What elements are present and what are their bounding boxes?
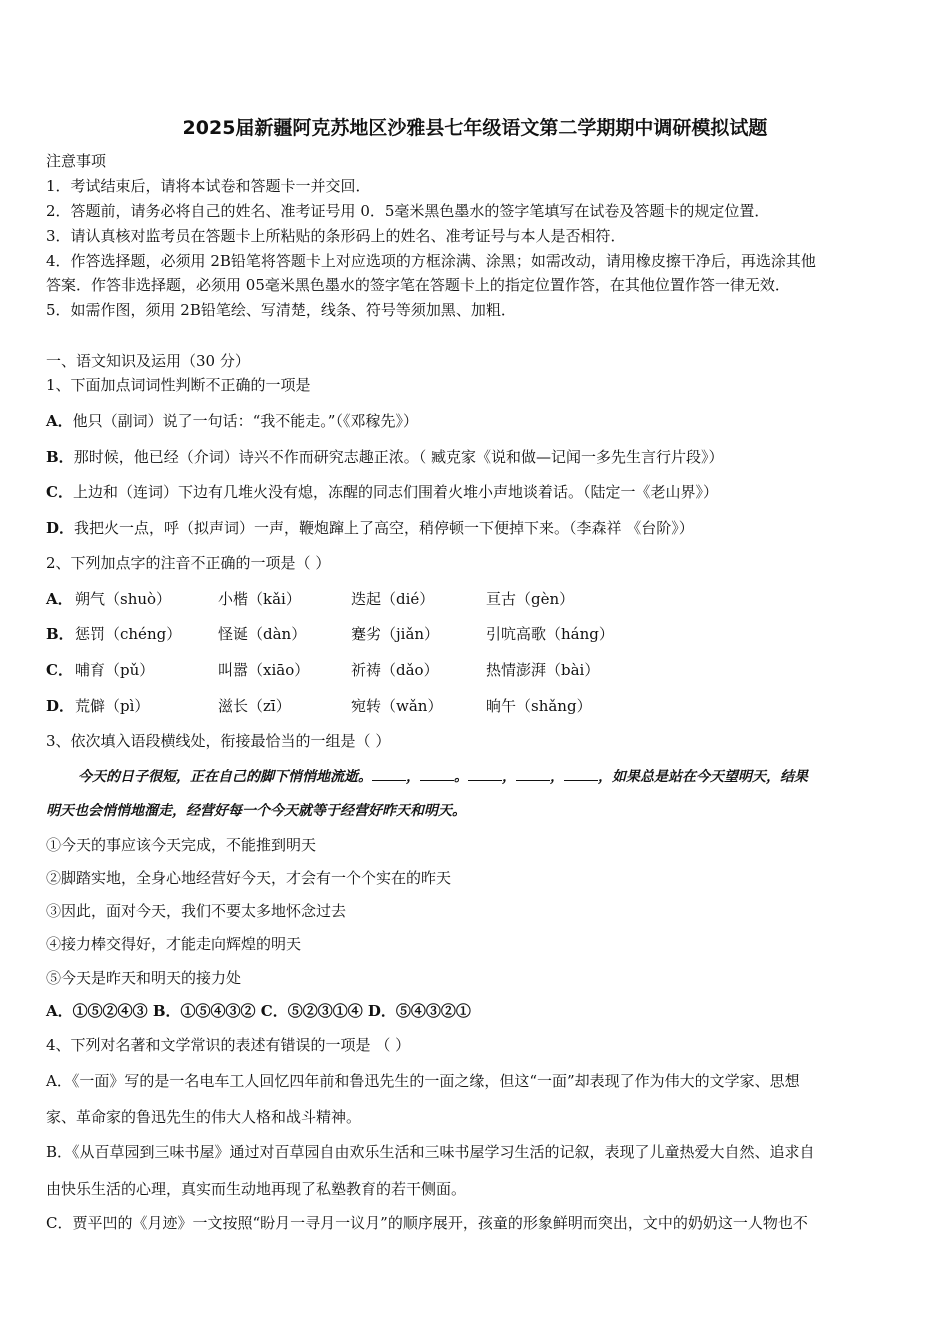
option-label: B． <box>46 625 74 643</box>
pinyin-item: 荒僻（pì） <box>75 697 150 715</box>
fill-blank <box>516 766 550 781</box>
q2-option-b <box>46 624 646 644</box>
notice-item: 4．作答选择题，必须用 2B铅笔将答题卡上对应选项的方框涂满、涂黑；如需改动，请用橡皮擦干净后，再选涂其他 <box>46 252 816 270</box>
pinyin-item: 蹇劣（jiǎn） <box>351 625 440 643</box>
option-label: C． <box>46 483 73 501</box>
fill-blank <box>564 766 598 781</box>
notice-item: 答案．作答非选择题，必须用 05毫米黑色墨水的签字笔在答题卡上的指定位置作答，在其他位置作答一律无效． <box>46 276 790 294</box>
question-3-stem: 3、依次填入语段横线处，衔接最恰当的一组是（ ） <box>46 732 391 750</box>
option-text: 上边和（连词）下边有几堆火没有熄，冻醒的同志们围着火堆小声地谈着话。（陆定一《老山界》） <box>72 483 718 501</box>
pinyin-item: 哺育（pǔ） <box>75 661 155 679</box>
option-label: A． <box>46 590 73 608</box>
q2-option-c <box>46 660 646 680</box>
q2-option-a <box>46 589 646 609</box>
pinyin-item: 宛转（wǎn） <box>351 697 443 715</box>
pinyin-item: 朔气（shuò） <box>75 590 172 608</box>
fill-blank <box>420 766 454 781</box>
q4-option-b-line-2: 由快乐生活的心理，真实而生动地再现了私塾教育的若干侧面。 <box>46 1180 467 1198</box>
notice-item: 5．如需作图，须用 2B铅笔绘、写清楚，线条、符号等须加黑、加粗． <box>46 301 516 319</box>
q3-passage-line-1: 今天的日子很短，正在自己的脚下悄悄地流逝。 ， 。 ， ， ，如果总是站在今天望明天，结果 <box>78 766 808 787</box>
page-title: 2025届新疆阿克苏地区沙雅县七年级语文第二学期期中调研模拟试题 <box>182 117 768 139</box>
option-label: C． <box>46 661 73 679</box>
pinyin-item: 怪诞（dàn） <box>218 625 307 643</box>
pinyin-item: 亘古（gèn） <box>486 590 575 608</box>
passage-text: ，如果总是站在今天望明天，结果 <box>598 769 808 785</box>
q4-option-c-line-1: C．贾平凹的《月迹》一文按照“盼月一寻月一议月”的顺序展开，孩童的形象鲜明而突出，文中的奶奶这一人物也不 <box>46 1214 808 1232</box>
section-heading: 一、语文知识及运用（30 分） <box>46 352 250 370</box>
q4-option-b-line-1: B．《从百草园到三味书屋》通过对百草园自由欢乐生活和三味书屋学习生活的记叙，表现了儿童热爱大自然、追求自 <box>46 1143 815 1161</box>
question-2-stem: 2、下列加点字的注音不正确的一项是（ ） <box>46 554 331 572</box>
q3-sentence: ②脚踏实地，全身心地经营好今天，才会有一个个实在的昨天 <box>46 869 452 887</box>
pinyin-item: 晌午（shǎng） <box>486 697 592 715</box>
q3-passage-line-2: 明天也会悄悄地溜走，经营好每一个今天就等于经营好昨天和明天。 <box>46 803 466 819</box>
q3-sentence: ⑤今天是昨天和明天的接力处 <box>46 969 242 987</box>
question-1-stem: 1、下面加点词词性判断不正确的一项是 <box>46 376 311 394</box>
passage-text: 今天的日子很短，正在自己的脚下悄悄地流逝。 <box>78 769 372 785</box>
option-label: B． <box>46 448 74 466</box>
q3-sentence: ④接力棒交得好，才能走向辉煌的明天 <box>46 935 302 953</box>
q4-option-a-line-2: 家、革命家的鲁迅先生的伟大人格和战斗精神。 <box>46 1108 362 1126</box>
q3-sentence: ①今天的事应该今天完成，不能推到明天 <box>46 836 317 854</box>
pinyin-item: 迭起（dié） <box>351 590 435 608</box>
fill-blank <box>372 766 406 781</box>
pinyin-item: 叫嚣（xiāo） <box>218 661 310 679</box>
notice-heading: 注意事项 <box>46 152 107 170</box>
pinyin-item: 小楷（kǎi） <box>218 590 301 608</box>
notice-item: 3．请认真核对监考员在答题卡上所粘贴的条形码上的姓名、准考证号与本人是否相符． <box>46 227 626 245</box>
pinyin-item: 引吭高歌（háng） <box>486 625 614 643</box>
q3-choices: A．①⑤②④③ B．①⑤④③② C．⑤②③①④ D．⑤④③②① <box>46 1002 471 1020</box>
notice-item: 1．考试结束后，请将本试卷和答题卡一并交回． <box>46 177 371 195</box>
option-text: 那时候，他已经（介词）诗兴不作而研究志趣正浓。（ 臧克家《说和做—记闻一多先生言行片段》） <box>73 448 724 466</box>
q1-option-a <box>46 411 418 431</box>
option-label: A． <box>46 412 73 430</box>
q3-sentence: ③因此，面对今天，我们不要太多地怀念过去 <box>46 902 347 920</box>
option-label: D． <box>46 697 75 715</box>
q4-option-a-line-1: A．《一面》写的是一名电车工人回忆四年前和鲁迅先生的一面之缘，但这“一面”却表现了作为伟大的文学家、思想 <box>46 1072 800 1090</box>
fill-blank <box>468 766 502 781</box>
option-label: D． <box>46 519 75 537</box>
q1-option-d <box>46 518 694 538</box>
question-4-stem: 4、下列对名著和文学常识的表述有错误的一项是 （ ） <box>46 1036 411 1054</box>
pinyin-item: 祈祷（dǎo） <box>351 661 439 679</box>
q2-option-d <box>46 696 646 716</box>
notice-item: 2．答题前，请务必将自己的姓名、准考证号用 0．5毫米黑色墨水的签字笔填写在试卷及答题卡的规定位置． <box>46 202 770 220</box>
option-text: 我把火一点，呼（拟声词）一声，鞭炮蹿上了高空，稍停顿一下便掉下来。（李森祥 《台阶》） <box>74 519 694 537</box>
q1-option-b <box>46 447 723 467</box>
option-text: 他只（副词）说了一句话：“我不能走。”（《邓稼先》） <box>72 412 418 430</box>
pinyin-item: 滋长（zī） <box>218 697 291 715</box>
pinyin-item: 惩罚（chéng） <box>75 625 182 643</box>
pinyin-item: 热情澎湃（bài） <box>486 661 600 679</box>
q1-option-c <box>46 482 718 502</box>
